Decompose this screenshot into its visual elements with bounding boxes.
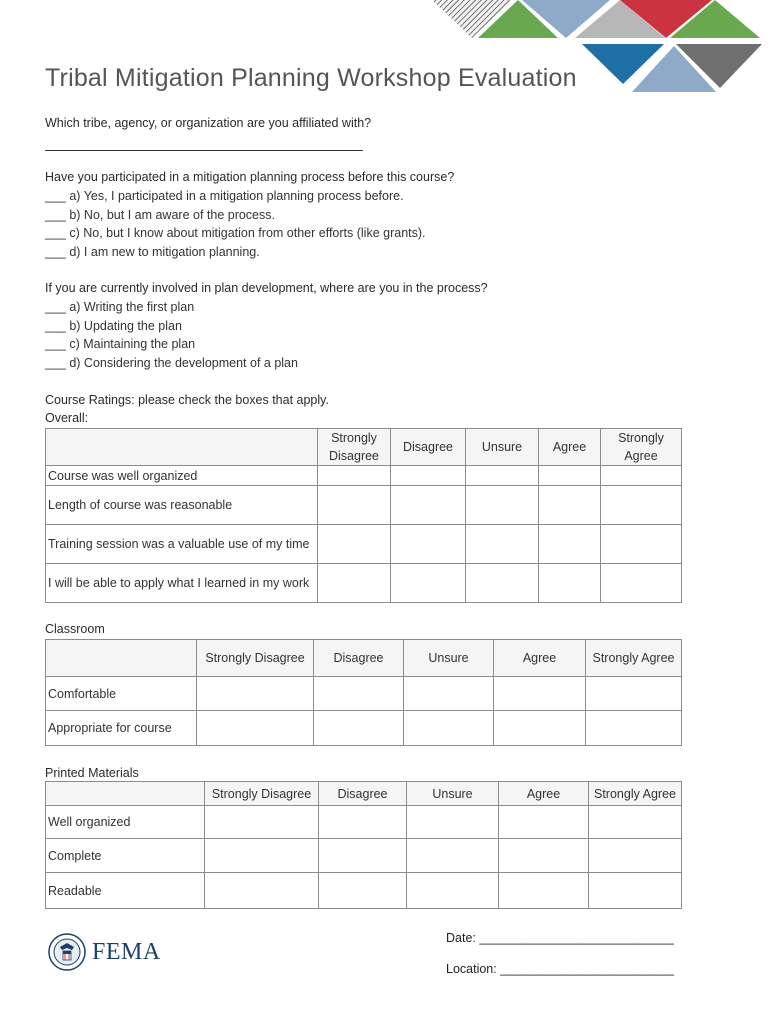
rating-checkbox-cell[interactable] bbox=[319, 873, 407, 909]
rating-checkbox-cell[interactable] bbox=[586, 711, 682, 746]
header-strongly-agree: Strongly Agree bbox=[586, 640, 682, 677]
overall-label: Overall: bbox=[45, 411, 89, 425]
rating-checkbox-cell[interactable] bbox=[391, 466, 466, 486]
table-header-row bbox=[46, 640, 682, 677]
rating-checkbox-cell[interactable] bbox=[407, 873, 499, 909]
option-b[interactable]: ___ b) No, but I am aware of the process. bbox=[45, 207, 275, 222]
header-strongly-disagree: Strongly Disagree bbox=[318, 429, 391, 466]
rating-checkbox-cell[interactable] bbox=[601, 466, 682, 486]
header-strongly-agree: Strongly Agree bbox=[601, 429, 682, 466]
date-field[interactable]: Date: ____________________________ bbox=[446, 931, 675, 945]
rating-checkbox-cell[interactable] bbox=[601, 486, 682, 525]
header-agree: Agree bbox=[499, 782, 589, 806]
header-unsure: Unsure bbox=[407, 782, 499, 806]
table-row bbox=[46, 711, 682, 746]
rating-checkbox-cell[interactable] bbox=[391, 564, 466, 603]
header-strongly-agree: Strongly Agree bbox=[589, 782, 682, 806]
row-label: Complete bbox=[46, 839, 205, 873]
rating-checkbox-cell[interactable] bbox=[499, 839, 589, 873]
table-row bbox=[46, 806, 682, 839]
row-label: Course was well organized bbox=[46, 466, 318, 486]
option-d[interactable]: ___ d) Considering the development of a plan bbox=[45, 355, 298, 370]
option-c[interactable]: ___ c) Maintaining the plan bbox=[45, 337, 196, 351]
location-field[interactable]: Location: _________________________ bbox=[446, 962, 675, 976]
rating-checkbox-cell[interactable] bbox=[466, 564, 539, 603]
page-title: Tribal Mitigation Planning Workshop Evaluation bbox=[45, 64, 577, 92]
question-affiliation: Which tribe, agency, or organization are you affiliated with? bbox=[45, 116, 372, 130]
row-label: Length of course was reasonable bbox=[46, 486, 318, 525]
rating-checkbox-cell[interactable] bbox=[391, 525, 466, 564]
rating-checkbox-cell[interactable] bbox=[407, 806, 499, 839]
question-plan-stage: If you are currently involved in plan development, where are you in the process? bbox=[45, 281, 488, 295]
header-unsure: Unsure bbox=[404, 640, 494, 677]
overall-ratings-table bbox=[45, 428, 682, 603]
rating-checkbox-cell[interactable] bbox=[205, 873, 319, 909]
rating-checkbox-cell[interactable] bbox=[314, 711, 404, 746]
table-row bbox=[46, 839, 682, 873]
option-b[interactable]: ___ b) Updating the plan bbox=[45, 318, 182, 333]
rating-checkbox-cell[interactable] bbox=[499, 873, 589, 909]
table-row bbox=[46, 873, 682, 909]
row-label: Well organized bbox=[46, 806, 205, 839]
header-strongly-disagree: Strongly Disagree bbox=[197, 640, 314, 677]
option-a[interactable]: ___ a) Writing the first plan bbox=[45, 300, 195, 314]
rating-checkbox-cell[interactable] bbox=[205, 806, 319, 839]
table-header-row bbox=[46, 782, 682, 806]
rating-checkbox-cell[interactable] bbox=[494, 677, 586, 711]
printed-materials-ratings-table bbox=[45, 781, 682, 909]
header-disagree: Disagree bbox=[314, 640, 404, 677]
row-label: I will be able to apply what I learned in my work bbox=[46, 564, 318, 603]
fema-logo bbox=[48, 933, 161, 971]
rating-checkbox-cell[interactable] bbox=[319, 839, 407, 873]
header-agree: Agree bbox=[539, 429, 601, 466]
rating-checkbox-cell[interactable] bbox=[466, 525, 539, 564]
rating-checkbox-cell[interactable] bbox=[539, 525, 601, 564]
rating-checkbox-cell[interactable] bbox=[319, 806, 407, 839]
table-row bbox=[46, 466, 682, 486]
header-blank-cell bbox=[46, 782, 205, 806]
rating-checkbox-cell[interactable] bbox=[318, 466, 391, 486]
rating-checkbox-cell[interactable] bbox=[314, 677, 404, 711]
rating-checkbox-cell[interactable] bbox=[197, 711, 314, 746]
question-participation: Have you participated in a mitigation planning process before this course? bbox=[45, 170, 455, 184]
rating-checkbox-cell[interactable] bbox=[466, 486, 539, 525]
rating-checkbox-cell[interactable] bbox=[586, 677, 682, 711]
table-header-row bbox=[46, 429, 682, 466]
rating-checkbox-cell[interactable] bbox=[197, 677, 314, 711]
header-strongly-disagree: Strongly Disagree bbox=[205, 782, 319, 806]
header-disagree: Disagree bbox=[319, 782, 407, 806]
rating-checkbox-cell[interactable] bbox=[499, 806, 589, 839]
rating-checkbox-cell[interactable] bbox=[601, 525, 682, 564]
printed-materials-label: Printed Materials bbox=[45, 766, 139, 780]
row-label: Training session was a valuable use of my time bbox=[46, 525, 318, 564]
fema-logo-text: FEMA bbox=[92, 938, 161, 965]
rating-checkbox-cell[interactable] bbox=[318, 486, 391, 525]
rating-checkbox-cell[interactable] bbox=[589, 873, 682, 909]
plan-stage-options bbox=[45, 298, 298, 372]
rating-checkbox-cell[interactable] bbox=[318, 564, 391, 603]
rating-checkbox-cell[interactable] bbox=[539, 466, 601, 486]
row-label: Appropriate for course bbox=[46, 711, 197, 746]
ratings-intro: Course Ratings: please check the boxes that apply. bbox=[45, 393, 329, 407]
row-label: Readable bbox=[46, 873, 205, 909]
header-unsure: Unsure bbox=[466, 429, 539, 466]
rating-checkbox-cell[interactable] bbox=[589, 839, 682, 873]
header-blank-cell bbox=[46, 640, 197, 677]
rating-checkbox-cell[interactable] bbox=[466, 466, 539, 486]
rating-checkbox-cell[interactable] bbox=[494, 711, 586, 746]
rating-checkbox-cell[interactable] bbox=[601, 564, 682, 603]
rating-checkbox-cell[interactable] bbox=[539, 564, 601, 603]
participation-options bbox=[45, 187, 426, 261]
row-label: Comfortable bbox=[46, 677, 197, 711]
header-blank-cell bbox=[46, 429, 318, 466]
header-agree: Agree bbox=[494, 640, 586, 677]
rating-checkbox-cell[interactable] bbox=[539, 486, 601, 525]
table-row bbox=[46, 677, 682, 711]
rating-checkbox-cell[interactable] bbox=[589, 806, 682, 839]
rating-checkbox-cell[interactable] bbox=[404, 677, 494, 711]
rating-checkbox-cell[interactable] bbox=[318, 525, 391, 564]
classroom-label: Classroom bbox=[45, 622, 105, 636]
option-c[interactable]: ___ c) No, but I know about mitigation from other efforts (like grants). bbox=[45, 226, 426, 240]
affiliation-answer-line[interactable] bbox=[45, 150, 363, 151]
table-row bbox=[46, 525, 682, 564]
table-row bbox=[46, 564, 682, 603]
rating-checkbox-cell[interactable] bbox=[404, 711, 494, 746]
table-row bbox=[46, 486, 682, 525]
rating-checkbox-cell[interactable] bbox=[407, 839, 499, 873]
dhs-seal-icon bbox=[48, 933, 86, 971]
option-a[interactable]: ___ a) Yes, I participated in a mitigation planning process before. bbox=[45, 189, 404, 203]
classroom-ratings-table bbox=[45, 639, 682, 746]
option-d[interactable]: ___ d) I am new to mitigation planning. bbox=[45, 244, 260, 259]
rating-checkbox-cell[interactable] bbox=[205, 839, 319, 873]
rating-checkbox-cell[interactable] bbox=[391, 486, 466, 525]
header-disagree: Disagree bbox=[391, 429, 466, 466]
